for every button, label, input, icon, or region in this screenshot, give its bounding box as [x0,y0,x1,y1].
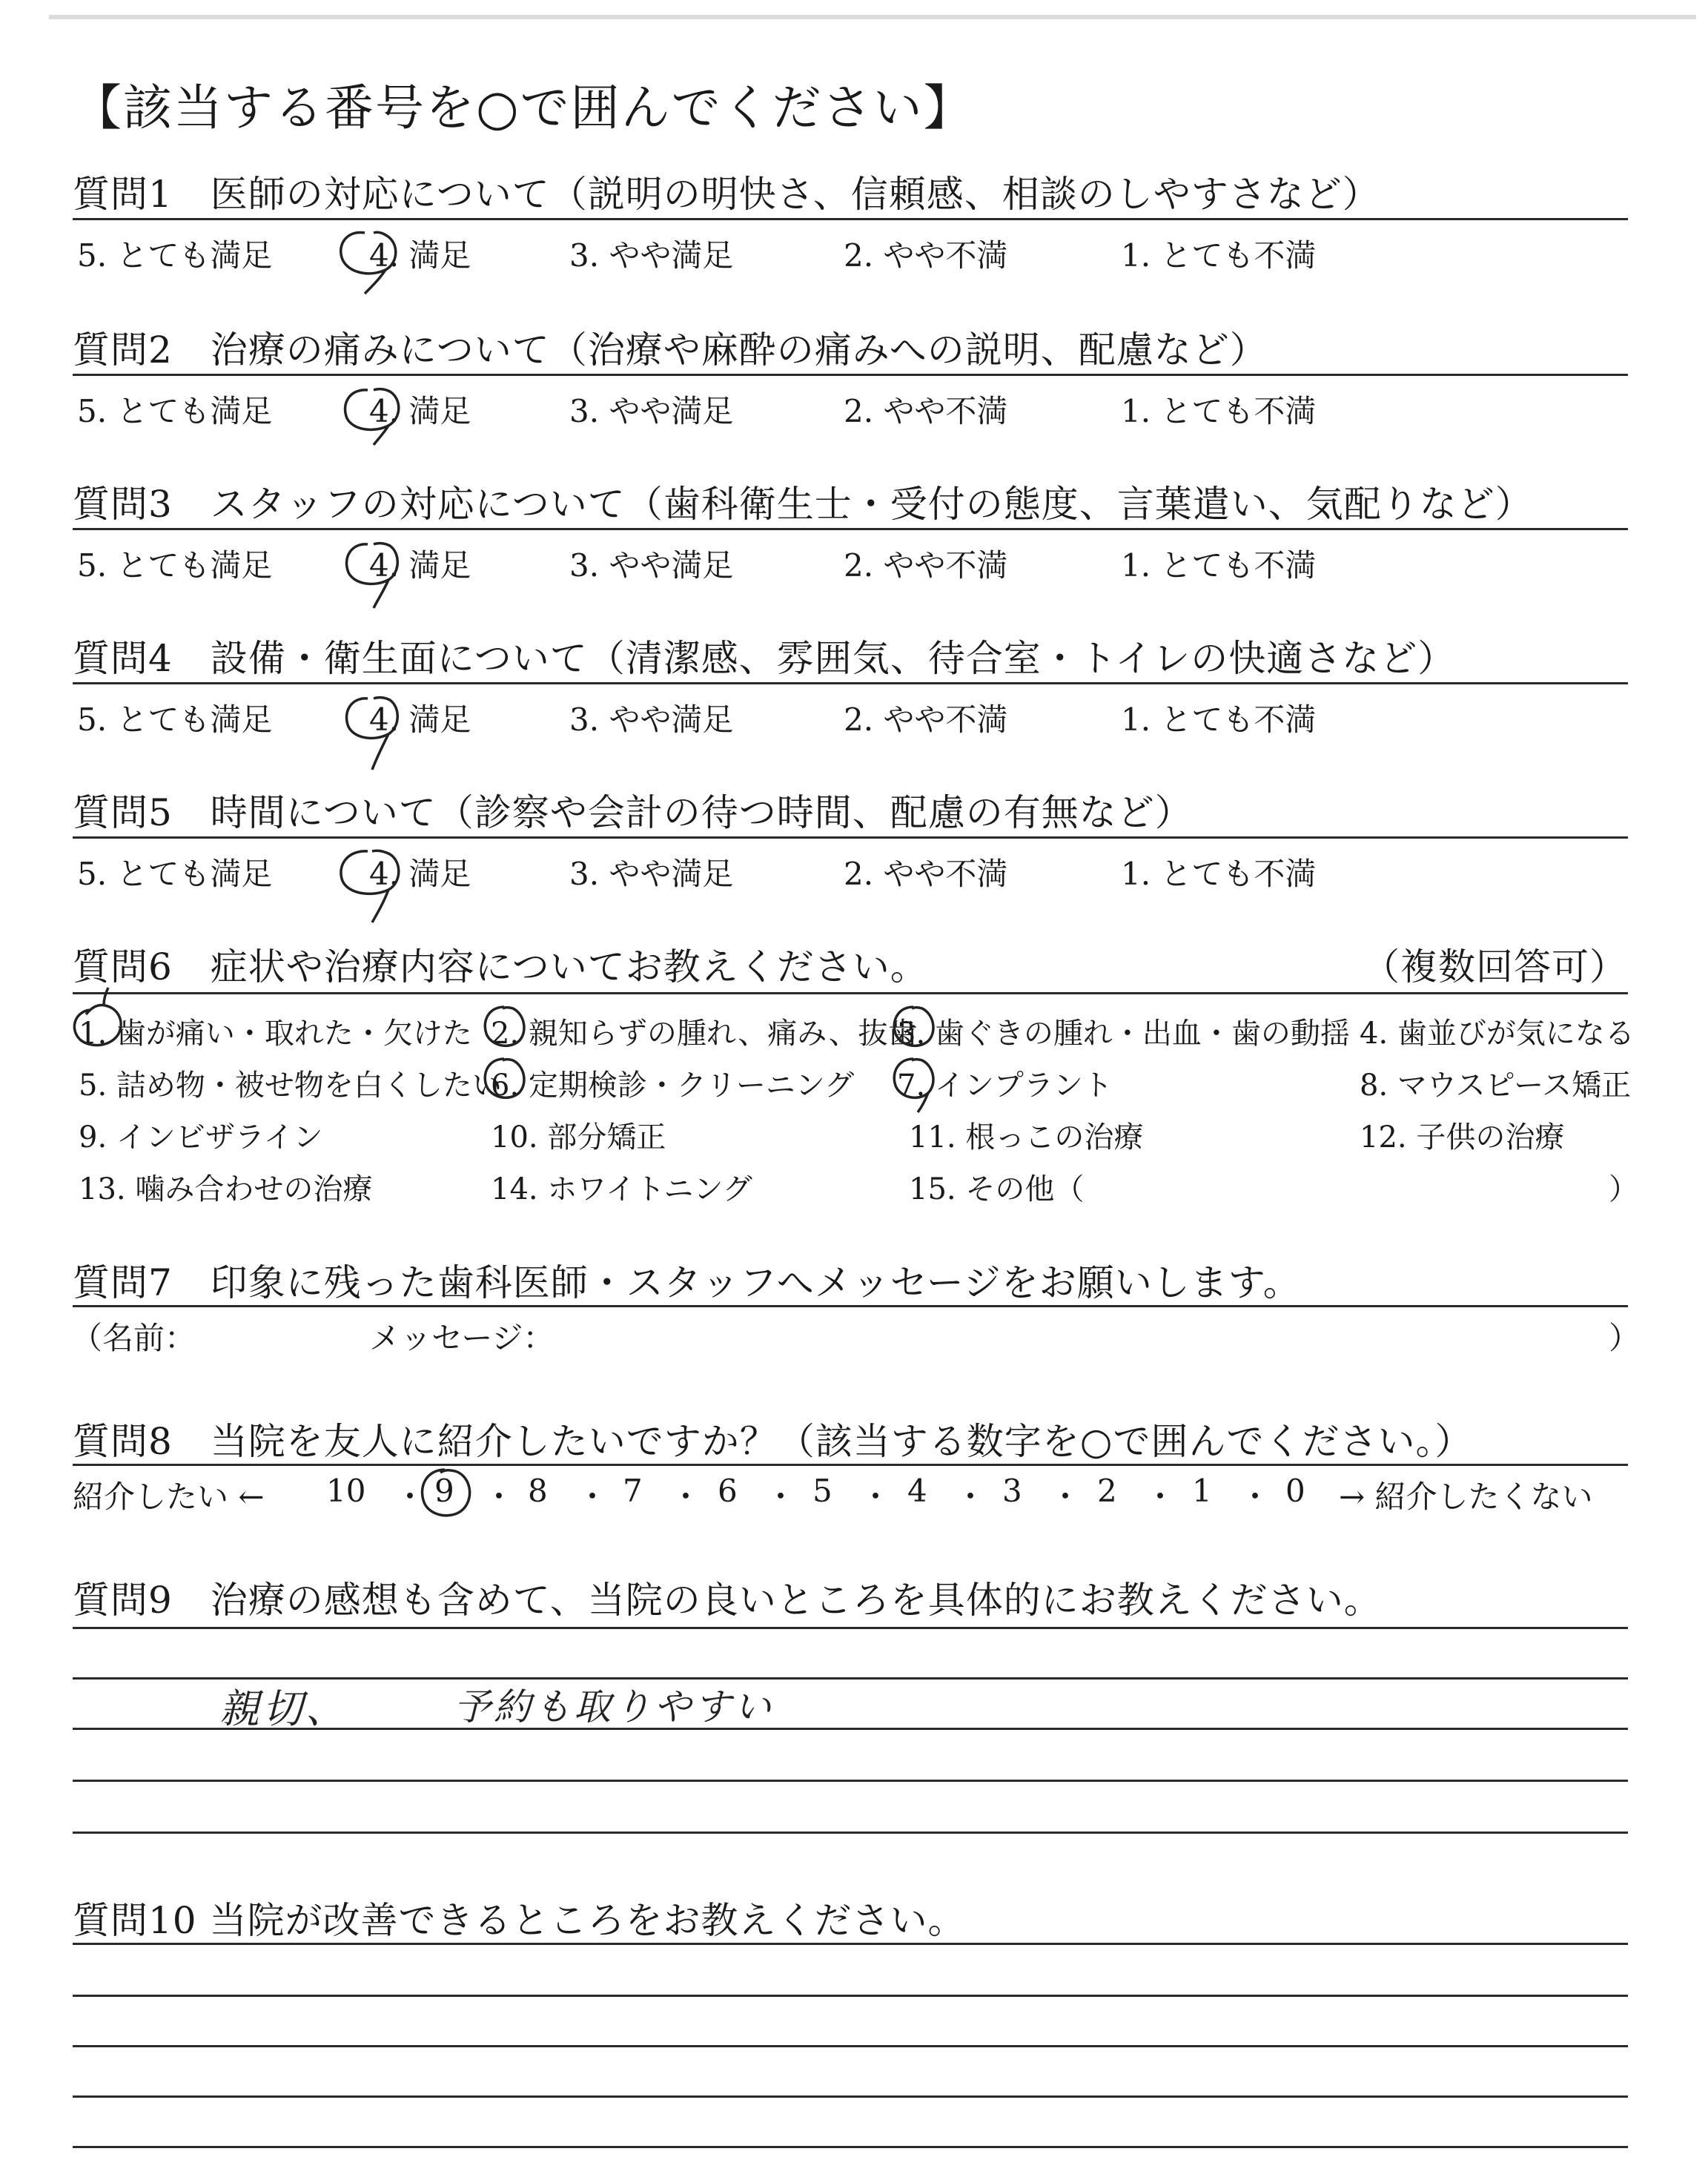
answer-line [73,1832,1628,1834]
scan-top-edge [49,15,1696,19]
answer-line [73,1995,1628,1997]
answer-line [73,2045,1628,2047]
rating-option-4[interactable]: 4. 満足 [369,701,471,738]
scale-number[interactable]: 2 [1097,1473,1117,1509]
answer-line [73,1780,1628,1782]
name-label: （名前： [71,1320,196,1356]
rating-option-5[interactable]: 5. とても満足 [77,237,273,274]
symptom-option[interactable]: 14. ホワイトニング [491,1172,752,1206]
scale-separator: ・ [483,1479,515,1515]
question-7-rule [73,1305,1628,1307]
question-6-note: （複数回答可） [1363,945,1627,988]
symptom-option[interactable]: 8. マウスピース矯正 [1360,1069,1632,1103]
rating-option-1[interactable]: 1. とても不満 [1121,237,1317,274]
question-1-rule [73,218,1628,220]
answer-line [73,1627,1628,1629]
symptom-option[interactable]: 4. 歯並びが気になる [1360,1017,1635,1051]
handwritten-answer: 親切、 [219,1685,348,1732]
scale-separator: ・ [955,1479,987,1515]
question-8-title: 質問8 当院を友人に紹介したいですか？（該当する数字を○で囲んでください。） [73,1420,1473,1463]
symptom-option[interactable]: 9. インビザライン [79,1120,323,1155]
rating-option-1[interactable]: 1. とても不満 [1121,547,1317,584]
question-4-rule [73,682,1628,684]
rating-option-4[interactable]: 4. 満足 [369,393,471,429]
scale-number[interactable]: 6 [718,1473,738,1509]
scale-separator: ・ [394,1479,426,1515]
symptom-option[interactable]: 1. 歯が痛い・取れた・欠けた [79,1017,472,1051]
answer-line [73,1943,1628,1945]
scale-number[interactable]: 1 [1192,1473,1212,1509]
scale-number[interactable]: 8 [528,1473,548,1509]
scale-number[interactable]: 9 [434,1473,454,1509]
symptom-option[interactable]: 13. 噛み合わせの治療 [79,1172,373,1206]
scale-number[interactable]: 3 [1002,1473,1022,1509]
rating-option-2[interactable]: 2. やや不満 [844,237,1008,274]
message-label: メッセージ： [369,1320,555,1356]
question-7-title: 質問7 印象に残った歯科医師・スタッフへメッセージをお願いします。 [73,1261,1301,1304]
rating-option-3[interactable]: 3. やや満足 [569,547,734,584]
scale-separator: ・ [1145,1479,1176,1515]
symptom-option[interactable]: 15. その他（ [909,1172,1085,1206]
symptom-option[interactable]: 2. 親知らずの腫れ、痛み、抜歯 [491,1017,918,1051]
question-5-title: 質問5 時間について（診察や会計の待つ時間、配慮の有無など） [73,791,1193,834]
scale-separator: ・ [1050,1479,1082,1515]
rating-option-3[interactable]: 3. やや満足 [569,856,734,892]
message-close-paren: ） [1609,1320,1641,1356]
rating-option-2[interactable]: 2. やや不満 [844,856,1008,892]
scale-number[interactable]: 5 [812,1473,833,1509]
symptom-option[interactable]: 11. 根っこの治療 [909,1120,1144,1155]
question-10-title: 質問10 当院が改善できるところをお教えください。 [73,1899,966,1942]
rating-option-1[interactable]: 1. とても不満 [1121,856,1317,892]
symptom-option[interactable]: 12. 子供の治療 [1360,1120,1565,1155]
rating-option-5[interactable]: 5. とても満足 [77,393,273,429]
question-4-title: 質問4 設備・衛生面について（清潔感、雰囲気、待合室・トイレの快適さなど） [73,637,1456,680]
rating-option-3[interactable]: 3. やや満足 [569,393,734,429]
question-2-rule [73,374,1628,376]
answer-line [73,2146,1628,2148]
question-8-rule [73,1464,1628,1466]
rating-option-5[interactable]: 5. とても満足 [77,701,273,738]
scale-separator: ・ [577,1479,609,1515]
symptom-option[interactable]: 6. 定期検診・クリーニング [491,1069,855,1103]
scale-left-label: 紹介したい ← [73,1479,265,1515]
rating-option-3[interactable]: 3. やや満足 [569,237,734,274]
other-close-paren: ） [1609,1172,1638,1206]
rating-option-2[interactable]: 2. やや不満 [844,701,1008,738]
answer-line [73,2095,1628,2098]
rating-option-1[interactable]: 1. とても不満 [1121,393,1317,429]
symptom-option[interactable]: 3. 歯ぐきの腫れ・出血・歯の動揺 [897,1017,1350,1051]
scale-separator: ・ [765,1479,797,1515]
scale-separator: ・ [670,1479,702,1515]
question-9-title: 質問9 治療の感想も含めて、当院の良いところを具体的にお教えください。 [73,1579,1382,1622]
rating-option-1[interactable]: 1. とても不満 [1121,701,1317,738]
scale-number[interactable]: 10 [326,1473,366,1509]
scale-number[interactable]: 7 [623,1473,643,1509]
scale-separator: ・ [860,1479,892,1515]
rating-option-5[interactable]: 5. とても満足 [77,547,273,584]
question-6-rule [73,992,1628,994]
page-title: 【該当する番号を○で囲んでください】 [73,79,974,136]
question-6-title: 質問6 症状や治療内容についてお教えください。 [73,945,928,988]
rating-option-3[interactable]: 3. やや満足 [569,701,734,738]
rating-option-5[interactable]: 5. とても満足 [77,856,273,892]
symptom-option[interactable]: 7. インプラント [897,1069,1113,1103]
question-1-title: 質問1 医師の対応について（説明の明快さ、信頼感、相談のしやすさなど） [73,173,1380,216]
scale-separator: ・ [1239,1479,1271,1515]
question-3-title: 質問3 スタッフの対応について（歯科衛生士・受付の態度、言葉遣い、気配りなど） [73,483,1533,526]
rating-option-4[interactable]: 4. 満足 [369,547,471,584]
question-3-rule [73,528,1628,530]
handwritten-answer: 予約も取りやすい [454,1685,774,1728]
rating-option-2[interactable]: 2. やや不満 [844,547,1008,584]
rating-option-4[interactable]: 4. 満足 [369,856,471,892]
scale-number[interactable]: 4 [907,1473,927,1509]
question-2-title: 質問2 治療の痛みについて（治療や麻酔の痛みへの説明、配慮など） [73,328,1268,371]
question-5-rule [73,836,1628,839]
scale-right-label: → 紹介したくない [1339,1479,1593,1515]
rating-option-2[interactable]: 2. やや不満 [844,393,1008,429]
symptom-option[interactable]: 5. 詰め物・被せ物を白くしたい [79,1069,502,1103]
symptom-option[interactable]: 10. 部分矯正 [491,1120,666,1155]
rating-option-4[interactable]: 4. 満足 [369,237,471,274]
scale-number[interactable]: 0 [1285,1473,1305,1509]
